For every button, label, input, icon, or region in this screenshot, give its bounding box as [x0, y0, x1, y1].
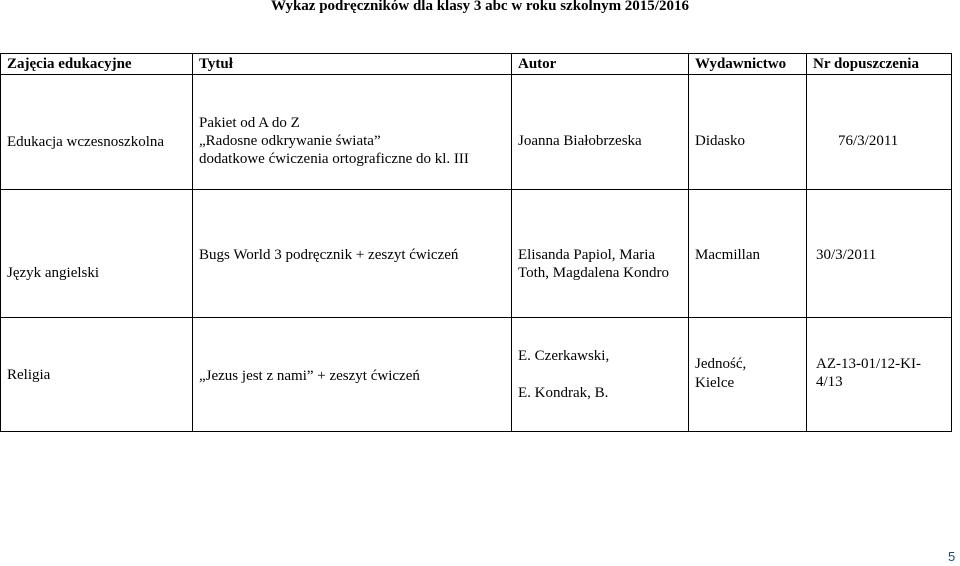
approval-line: AZ-13-01/12-KI- — [816, 356, 921, 372]
table-row — [1, 318, 952, 432]
author-cell — [512, 75, 689, 190]
title-line: dodatkowe ćwiczenia ortograficzne do kl. III — [199, 151, 469, 167]
title-line: „Jezus jest z nami” + zeszyt ćwiczeń — [199, 368, 420, 384]
publisher-line: Jedność, — [695, 356, 747, 372]
header-approval: Nr dopuszczenia — [807, 54, 952, 75]
author-line: E. Czerkawski, — [518, 348, 610, 364]
approval-line: 30/3/2011 — [816, 247, 877, 263]
header-title: Tytuł — [193, 54, 512, 75]
publisher-line: Macmillan — [695, 247, 760, 263]
author-cell — [512, 190, 689, 318]
page-number: 5 — [948, 549, 956, 564]
approval-cell — [807, 318, 952, 432]
subject-cell — [1, 190, 193, 318]
table-row — [1, 75, 952, 190]
textbook-table — [0, 53, 952, 432]
title-cell — [193, 318, 512, 432]
author-line: Toth, Magdalena Kondro — [518, 265, 669, 281]
header-publisher: Wydawnictwo — [689, 54, 807, 75]
subject-text: Religia — [7, 367, 51, 383]
author-cell — [512, 318, 689, 432]
title-line: Bugs World 3 podręcznik + zeszyt ćwiczeń — [199, 247, 459, 263]
publisher-line: Kielce — [695, 375, 735, 391]
title-cell — [193, 190, 512, 318]
publisher-cell — [689, 318, 807, 432]
title-line: Pakiet od A do Z — [199, 115, 300, 131]
author-line: Elisanda Papiol, Maria — [518, 247, 656, 263]
header-subject: Zajęcia edukacyjne — [1, 54, 193, 75]
approval-cell — [807, 190, 952, 318]
title-line: „Radosne odkrywanie świata” — [199, 133, 381, 149]
author-line: Joanna Białobrzeska — [518, 133, 642, 149]
publisher-cell — [689, 75, 807, 190]
header-author: Autor — [512, 54, 689, 75]
author-line: E. Kondrak, B. — [518, 385, 609, 401]
approval-line: 4/13 — [816, 374, 843, 390]
subject-cell — [1, 318, 193, 432]
publisher-cell — [689, 190, 807, 318]
approval-cell — [807, 75, 952, 190]
table-header-row — [1, 54, 952, 75]
approval-line: 76/3/2011 — [838, 133, 899, 149]
document-title: Wykaz podręczników dla klasy 3 abc w roku szkolnym 2015/2016 — [271, 0, 689, 14]
title-cell — [193, 75, 512, 190]
subject-cell — [1, 75, 193, 190]
table-row — [1, 190, 952, 318]
subject-text: Język angielski — [7, 265, 100, 281]
publisher-line: Didasko — [695, 133, 745, 149]
subject-text: Edukacja wczesnoszkolna — [7, 134, 165, 150]
